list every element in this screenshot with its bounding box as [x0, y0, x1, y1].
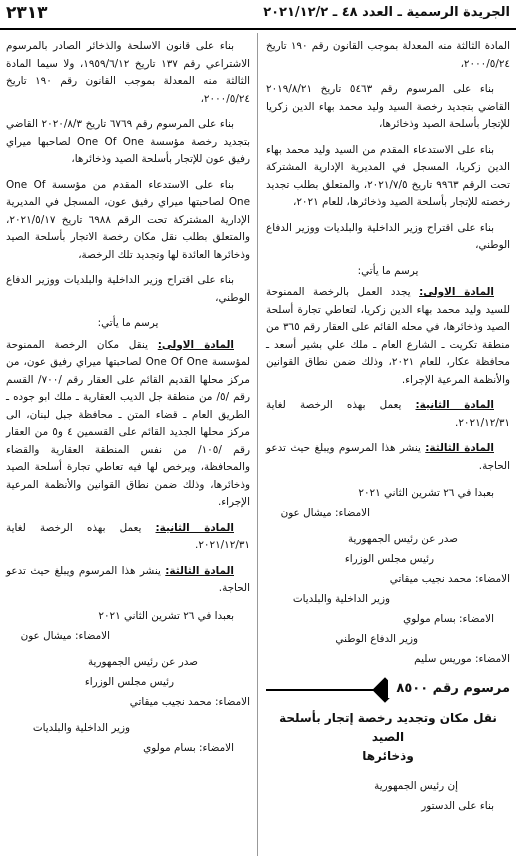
column-divider	[257, 33, 258, 856]
interior-signature: الامضاء: بسام مولوي	[143, 741, 234, 754]
article-2	[266, 397, 510, 432]
signature-president: الامضاء: ميشال عون	[280, 507, 370, 519]
decree-banner	[266, 677, 510, 703]
article-text: ينشر هذا المرسوم ويبلغ حيث تدعو الحاجة.	[266, 442, 510, 472]
paragraph: بناء على الاستدعاء المقدم من مؤسسة One Of One لصاحبتها ميراي رفيق عون، المسجل في المديرية الإدارية المشتركة تحت الرقم ٦٩٨٨ تاريخ ٢٠٢١/٥/١٧، والمتعلق بطلب نقل مكان رخصة الاتجار بأسلحة الصيد وذخائرها العائدة لها وتجديد تلك الرخصة،	[6, 178, 250, 261]
article-3	[266, 440, 510, 475]
article-2	[6, 520, 250, 555]
decree-number: مرسوم رقم ٨٥٠٠	[388, 680, 510, 698]
gazette-title: الجريدة الرسمية ـ العدد ٤٨ ـ ٢٠٢١/١٢/٢	[263, 5, 510, 20]
left-column	[6, 38, 250, 758]
article-3	[6, 563, 250, 598]
paragraph: بناء على اقتراح وزير الداخلية والبلديات ووزير الدفاع الوطني،	[6, 274, 250, 304]
article-label: المادة الاولى:	[157, 338, 234, 351]
article-text: يعمل بهذه الرخصة لغاية ٢٠٢١/١٢/٣١.	[6, 521, 250, 551]
paragraph: بناء على اقتراح وزير الداخلية والبلديات ووزير الدفاع الوطني،	[266, 221, 510, 251]
article-text: ينشر هذا المرسوم ويبلغ حيث تدعو الحاجة.	[6, 564, 250, 594]
article-text: ينقل مكان الرخصة الممنوحة لمؤسسة One Of One لصاحبتها ميراي رفيق عون، من مركز محلها القديم القائم على العقار رقم /٧٠٠/ القسم رقم /٥/ من منطقة جل الديب العقارية ـ ملك ابو جوده ـ الطريق العام ـ قضاء المتن ـ محافظة جبل لبنان، الى مركز محلها الجديد القائم على القسمين ٤ و٥ من العقار رقم /١٠٥/ من نفس المنطقة العقارية والقضاء والمحافظة، ويرخص لها فيه تعاطي تجارة أسلحة الصيد وذخائرها، وذلك ضمن نطاق القوانين والأنظمة المرعية الإجراء.	[6, 338, 250, 508]
decree-title: نقل مكان وتجديد رخصة إتجار بأسلحة الصيد وذخائرها	[279, 711, 497, 763]
interior-title: وزير الداخلية والبلديات	[32, 721, 130, 734]
paragraph: بناء على قانون الاسلحة والذخائر الصادر بالمرسوم الاشتراعي رقم ١٣٧ تاريخ ١٩٥٩/٦/١٢، ولا سيما المادة الثالثة منه المعدلة بموجب القانون رقم ١٩٠ تاريخ ٢٠٠٠/٥/٢٤،	[6, 40, 251, 105]
article-1	[266, 284, 510, 389]
article-text: يعمل بهذه الرخصة لغاية ٢٠٢١/١٢/٣١.	[266, 399, 510, 429]
pm-title: رئيس مجلس الوزراء	[344, 553, 434, 565]
signature-president: الامضاء: ميشال عون	[20, 629, 110, 642]
pm-title: رئيس مجلس الوزراء	[84, 675, 174, 688]
interior-signature: الامضاء: بسام مولوي	[403, 613, 494, 625]
closing-line: بناء على الدستور	[421, 800, 494, 812]
decree-heading: يرسم ما يأتي:	[97, 317, 159, 329]
closing-line: إن رئيس الجمهورية	[374, 780, 458, 792]
pm-signature: الامضاء: محمد نجيب ميقاتي	[389, 573, 510, 585]
article-label: المادة الثالثة:	[165, 564, 234, 577]
article-text: يجدد العمل بالرخصة الممنوحة للسيد وليد محمد بهاء الدين زكريا، لتعاطي تجارة أسلحة الصيد وذخائرها، في محله القائم على العقار رقم ٣٦٥ من منطقة تكريت ـ الشارع العام ـ ملك علي بشير أسعد ـ محافظة عكار، للعام ٢٠٢١، وذلك ضمن نطاق القوانين والأنظمة المرعية الإجراء.	[266, 286, 510, 386]
article-1	[6, 337, 250, 512]
defense-title: وزير الدفاع الوطني	[335, 633, 418, 645]
article-label: المادة الثالثة:	[425, 442, 494, 454]
article-label: المادة الثانية:	[415, 399, 494, 411]
paragraph: المادة الثالثة منه المعدلة بموجب القانون رقم ١٩٠ تاريخ ٢٠٠٠/٥/٢٤،	[266, 40, 510, 70]
signature-date: بعبدا في ٢٦ تشرين الثاني ٢٠٢١	[358, 487, 494, 499]
article-label: المادة الثانية:	[155, 521, 234, 534]
decree-heading: يرسم ما يأتي:	[357, 264, 419, 277]
right-column	[266, 38, 510, 816]
issued-by: صدر عن رئيس الجمهورية	[87, 655, 198, 668]
defense-signature: الامضاء: موريس سليم	[414, 653, 510, 665]
pm-signature: الامضاء: محمد نجيب ميقاتي	[129, 695, 250, 708]
article-label: المادة الاولى:	[419, 286, 494, 298]
page-number: ٢٣١٣	[6, 3, 48, 23]
paragraph: بناء على المرسوم رقم ٥٤٦٣ تاريخ ٢٠١٩/٨/٢١ القاضي بتجديد رخصة السيد وليد محمد بهاء الدين زكريا للإتجار بأسلحة الصيد وذخائرها،	[266, 83, 510, 130]
page-header	[0, 0, 516, 30]
interior-title: وزير الداخلية والبلديات	[292, 593, 390, 605]
paragraph: بناء على الاستدعاء المقدم من السيد وليد محمد بهاء الدين زكريا، المسجل في المديرية الإدارية المشتركة تحت الرقم ٩٩٦٣ تاريخ ٢٠٢١/٧/٥، والمتعلق بطلب تجديد رخصته للإتجار بأسلحة الصيد وذخائرها، للعام ٢٠٢١،	[266, 143, 510, 208]
signature-date: بعبدا في ٢٦ تشرين الثاني ٢٠٢١	[98, 609, 234, 622]
issued-by: صدر عن رئيس الجمهورية	[347, 533, 458, 545]
paragraph: بناء على المرسوم رقم ٦٧٦٩ تاريخ ٢٠٢٠/٨/٣ القاضي بتجديد رخصة مؤسسة One Of One لصاحبها ميراي رفيق عون للإتجار بأسلحة الصيد وذخائرها،	[6, 118, 250, 165]
